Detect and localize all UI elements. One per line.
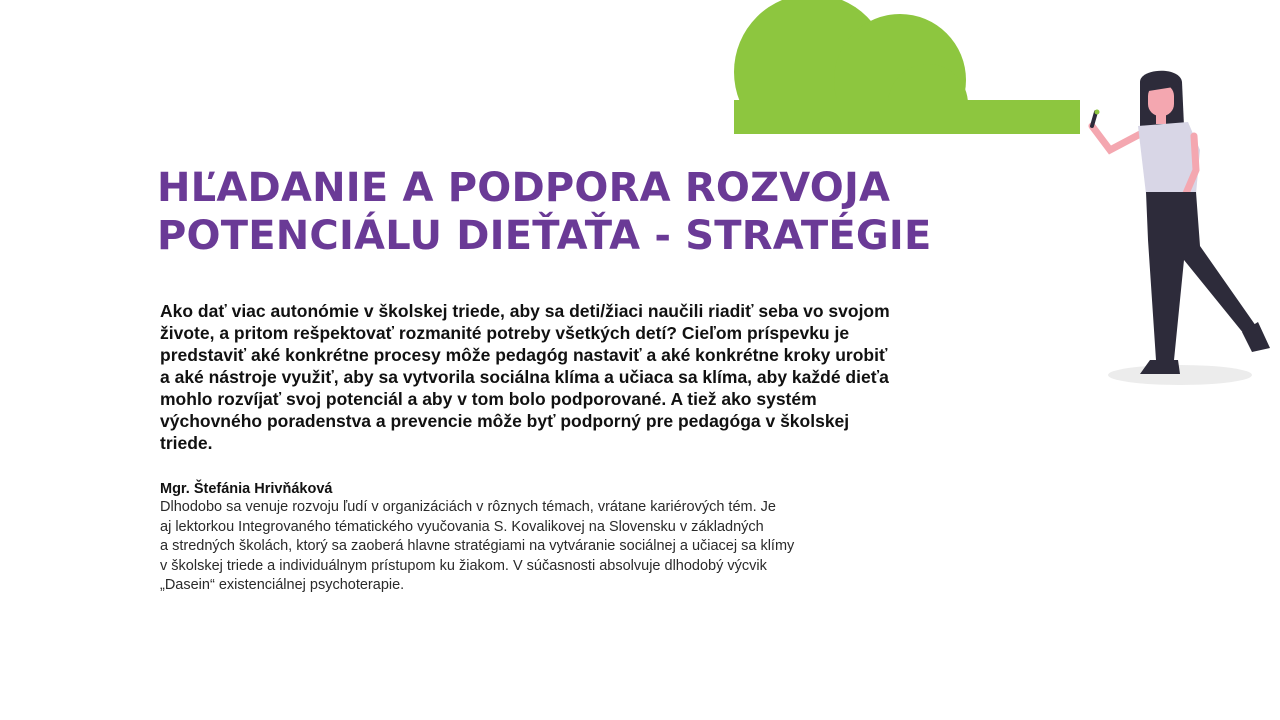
abstract-line: živote, a pritom rešpektovať rozmanité potreby všetkých detí? Cieľom príspevku je [160, 323, 850, 343]
abstract-line: Ako dať viac autonómie v školskej triede, aby sa deti/žiaci naučili riadiť seba vo svojom [160, 301, 890, 321]
abstract-line: a aké nástroje využiť, aby sa vytvorila sociálna klíma a učiaca sa klíma, aby každé dieťa [160, 367, 889, 387]
cloud-illustration [730, 0, 1090, 140]
bio-line: a stredných školách, ktorý sa zaoberá hlavne stratégiami na vytváranie sociálnej a učiacej sa klímy [160, 538, 795, 554]
bio-line: Dlhodobo sa venuje rozvoju ľudí v organizáciách v rôznych témach, vrátane kariérových tém. Je [160, 499, 776, 515]
abstract-line: predstaviť aké konkrétne procesy môže pedagóg nastaviť a aké konkrétne kroky urobiť [160, 345, 888, 365]
author-name: Mgr. Štefánia Hrivňáková [160, 481, 333, 497]
abstract-paragraph [160, 300, 1040, 454]
bio-line: „Dasein“ existenciálnej psychoterapie. [160, 577, 405, 593]
abstract-line: triede. [160, 433, 213, 453]
bio-line: aj lektorkou Integrovaného tématického vyučovania S. Kovalikovej na Slovensku v základných [160, 518, 764, 535]
abstract-line: mohlo rozvíjať svoj potenciál a aby v tom bolo podporované. A tiež ako systém [160, 389, 817, 409]
title-line: HĽADANIE A PODPORA ROZVOJA [157, 165, 891, 211]
title-line: POTENCIÁLU DIEŤAŤA - STRATÉGIE [157, 213, 932, 259]
abstract-line: výchovného poradenstva a prevencie môže byť podporný pre pedagóga v školskej [160, 411, 850, 431]
author-bio [160, 498, 960, 596]
bio-line: v školskej triede a individuálnym prístupom ku žiakom. V súčasnosti absolvuje dlhodobý výcvik [160, 557, 767, 574]
woman-painting-illustration [1080, 70, 1280, 390]
slide-title [157, 164, 1057, 260]
